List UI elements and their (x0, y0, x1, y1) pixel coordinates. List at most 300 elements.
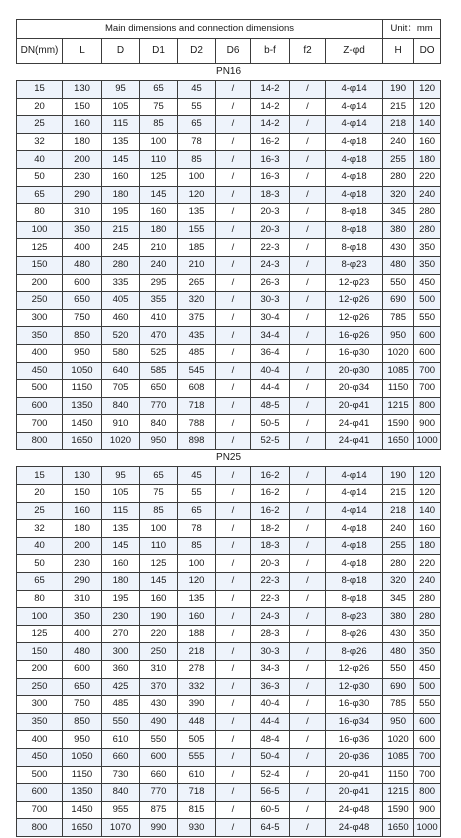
table-cell: 1150 (383, 380, 414, 398)
table-cell: 480 (63, 643, 102, 661)
table-cell: / (216, 98, 251, 116)
table-row (17, 415, 441, 433)
table-cell: 4-φ14 (326, 81, 383, 99)
table-cell: / (290, 327, 326, 345)
table-cell: / (290, 766, 326, 784)
table-cell: 950 (383, 327, 414, 345)
table-cell: 875 (140, 801, 178, 819)
table-cell: 16-2 (251, 485, 290, 503)
table-cell: 220 (414, 168, 441, 186)
table-row (17, 81, 441, 99)
table-cell: / (216, 608, 251, 626)
table-cell: 65 (178, 502, 216, 520)
table-cell: 160 (178, 608, 216, 626)
table-cell: 4-φ14 (326, 116, 383, 134)
table-cell: 20-3 (251, 204, 290, 222)
table-cell: 120 (414, 467, 441, 485)
table-cell: 600 (140, 748, 178, 766)
table-cell: 24-3 (251, 608, 290, 626)
table-cell: 26-3 (251, 274, 290, 292)
table-cell: 1020 (383, 344, 414, 362)
table-cell: 60-5 (251, 801, 290, 819)
table-cell: 85 (178, 537, 216, 555)
table-cell: 450 (414, 274, 441, 292)
table-cell: / (216, 274, 251, 292)
table-cell: 45 (178, 81, 216, 99)
table-cell: 120 (178, 573, 216, 591)
table-cell: 200 (63, 151, 102, 169)
table-cell: 290 (63, 186, 102, 204)
table-cell: 195 (102, 590, 140, 608)
table-cell: 180 (63, 133, 102, 151)
table-cell: 450 (414, 661, 441, 679)
table-cell: 18-3 (251, 537, 290, 555)
table-cell: 450 (17, 362, 63, 380)
table-cell: 480 (383, 256, 414, 274)
table-cell: 100 (140, 133, 178, 151)
table-cell: 78 (178, 133, 216, 151)
table-cell: 290 (63, 573, 102, 591)
table-cell: 65 (17, 186, 63, 204)
table-row (17, 520, 441, 538)
table-row (17, 432, 441, 450)
table-cell: 150 (63, 98, 102, 116)
dimensions-sheet (16, 19, 440, 837)
table-cell: / (216, 766, 251, 784)
table-cell: 550 (102, 713, 140, 731)
table-cell: 550 (383, 661, 414, 679)
table-cell: / (216, 573, 251, 591)
table-cell: 130 (63, 81, 102, 99)
table-cell: 1650 (63, 432, 102, 450)
table-cell: 1350 (63, 784, 102, 802)
table-cell: 480 (383, 643, 414, 661)
table-cell: 785 (383, 309, 414, 327)
table-cell: / (216, 485, 251, 503)
table-cell: 14-2 (251, 116, 290, 134)
table-cell: 45 (178, 467, 216, 485)
table-cell: 350 (414, 256, 441, 274)
table-cell: 405 (102, 292, 140, 310)
table-row (17, 608, 441, 626)
table-cell: 448 (178, 713, 216, 731)
table-cell: 1650 (63, 819, 102, 837)
table-cell: 1000 (414, 819, 441, 837)
table-cell: 900 (414, 801, 441, 819)
table-cell: 24-φ48 (326, 819, 383, 837)
table-cell: 180 (63, 520, 102, 538)
table-cell: 20-φ41 (326, 397, 383, 415)
table-cell: 200 (63, 537, 102, 555)
dimensions-table (16, 19, 441, 837)
table-cell: 345 (383, 204, 414, 222)
table-cell: / (290, 537, 326, 555)
table-cell: 280 (383, 168, 414, 186)
table-cell: 815 (178, 801, 216, 819)
table-cell: 1650 (383, 432, 414, 450)
section-label: PN25 (17, 450, 441, 467)
table-cell: 50-4 (251, 748, 290, 766)
column-header-row (17, 39, 441, 64)
table-cell: 355 (140, 292, 178, 310)
table-cell: 155 (178, 221, 216, 239)
table-row (17, 362, 441, 380)
table-row (17, 661, 441, 679)
table-row (17, 678, 441, 696)
table-cell: / (290, 362, 326, 380)
table-cell: 610 (178, 766, 216, 784)
column-header: D6 (216, 39, 251, 64)
table-row (17, 133, 441, 151)
table-cell: 55 (178, 98, 216, 116)
table-cell: 700 (414, 748, 441, 766)
table-cell: / (290, 625, 326, 643)
column-header: DO (414, 39, 441, 64)
table-cell: 610 (102, 731, 140, 749)
table-cell: 8-φ18 (326, 239, 383, 257)
table-cell: 410 (140, 309, 178, 327)
table-cell: 215 (383, 485, 414, 503)
section-header-row (17, 64, 441, 81)
table-cell: 520 (102, 327, 140, 345)
table-row (17, 537, 441, 555)
table-cell: 580 (102, 344, 140, 362)
table-cell: 990 (140, 819, 178, 837)
table-cell: 550 (140, 731, 178, 749)
table-cell: 218 (383, 502, 414, 520)
table-cell: 85 (178, 151, 216, 169)
table-cell: 120 (414, 485, 441, 503)
table-cell: / (290, 98, 326, 116)
table-cell: 788 (178, 415, 216, 433)
table-cell: 195 (102, 204, 140, 222)
table-row (17, 784, 441, 802)
table-cell: 30-3 (251, 643, 290, 661)
table-cell: 500 (414, 292, 441, 310)
table-cell: 400 (63, 239, 102, 257)
table-cell: 12-φ26 (326, 292, 383, 310)
table-cell: 180 (414, 151, 441, 169)
table-cell: / (216, 221, 251, 239)
table-cell: 135 (178, 204, 216, 222)
table-cell: 1450 (63, 801, 102, 819)
column-header: L (63, 39, 102, 64)
table-cell: 12-φ26 (326, 309, 383, 327)
table-cell: 730 (102, 766, 140, 784)
table-cell: / (216, 643, 251, 661)
table-cell: / (216, 292, 251, 310)
table-cell: / (290, 608, 326, 626)
table-cell: 280 (414, 221, 441, 239)
table-cell: 78 (178, 520, 216, 538)
table-cell: / (216, 696, 251, 714)
table-cell: 150 (17, 643, 63, 661)
table-cell: 65 (178, 116, 216, 134)
table-cell: 1050 (63, 748, 102, 766)
table-cell: 360 (102, 661, 140, 679)
table-cell: 255 (383, 151, 414, 169)
table-body (17, 64, 441, 837)
table-cell: 770 (140, 784, 178, 802)
table-cell: 135 (102, 520, 140, 538)
table-cell: / (290, 151, 326, 169)
table-cell: 800 (414, 397, 441, 415)
table-cell: / (290, 520, 326, 538)
table-cell: 898 (178, 432, 216, 450)
table-cell: 200 (17, 274, 63, 292)
table-cell: 250 (17, 292, 63, 310)
section-header-row (17, 450, 441, 467)
table-cell: 50 (17, 555, 63, 573)
table-cell: / (216, 151, 251, 169)
table-cell: / (216, 309, 251, 327)
table-cell: / (290, 784, 326, 802)
table-cell: 34-3 (251, 661, 290, 679)
table-cell: 32 (17, 520, 63, 538)
table-cell: 4-φ18 (326, 168, 383, 186)
column-header: H (383, 39, 414, 64)
table-cell: 800 (17, 819, 63, 837)
table-cell: 32 (17, 133, 63, 151)
table-cell: 18-3 (251, 186, 290, 204)
table-cell: 350 (17, 327, 63, 345)
table-cell: / (216, 380, 251, 398)
table-row (17, 239, 441, 257)
table-cell: 1450 (63, 415, 102, 433)
table-cell: 1215 (383, 397, 414, 415)
table-cell: 100 (17, 608, 63, 626)
table-cell: 20-3 (251, 555, 290, 573)
table-cell: 190 (383, 81, 414, 99)
table-cell: / (290, 344, 326, 362)
table-cell: 75 (140, 98, 178, 116)
table-cell: 1150 (63, 766, 102, 784)
table-cell: / (290, 678, 326, 696)
table-cell: 310 (63, 590, 102, 608)
table-cell: / (290, 116, 326, 134)
table-cell: 485 (102, 696, 140, 714)
table-cell: 718 (178, 397, 216, 415)
table-cell: 4-φ14 (326, 98, 383, 116)
table-cell: 100 (17, 221, 63, 239)
table-cell: 600 (414, 344, 441, 362)
table-cell: 4-φ18 (326, 555, 383, 573)
table-cell: 1020 (102, 432, 140, 450)
table-cell: 800 (17, 432, 63, 450)
table-cell: 700 (17, 801, 63, 819)
table-row (17, 221, 441, 239)
table-cell: 278 (178, 661, 216, 679)
table-cell: 12-φ26 (326, 661, 383, 679)
table-cell: 950 (140, 432, 178, 450)
table-cell: 840 (140, 415, 178, 433)
table-cell: 770 (140, 397, 178, 415)
table-cell: 345 (383, 590, 414, 608)
table-cell: 425 (102, 678, 140, 696)
table-cell: 15 (17, 467, 63, 485)
table-cell: 125 (17, 625, 63, 643)
table-cell: 280 (414, 590, 441, 608)
table-row (17, 590, 441, 608)
table-cell: 332 (178, 678, 216, 696)
table-cell: 350 (63, 608, 102, 626)
table-cell: / (216, 344, 251, 362)
table-cell: / (290, 186, 326, 204)
column-header: D (102, 39, 140, 64)
table-cell: 265 (178, 274, 216, 292)
table-cell: 950 (383, 713, 414, 731)
table-cell: 650 (63, 678, 102, 696)
table-cell: 700 (414, 380, 441, 398)
table-cell: 4-φ14 (326, 502, 383, 520)
table-cell: 850 (63, 327, 102, 345)
table-cell: 500 (17, 380, 63, 398)
table-cell: / (290, 555, 326, 573)
table-cell: 145 (102, 537, 140, 555)
table-cell: 16-2 (251, 467, 290, 485)
table-cell: 56-5 (251, 784, 290, 802)
table-cell: 608 (178, 380, 216, 398)
table-cell: 218 (383, 116, 414, 134)
table-cell: 16-φ36 (326, 731, 383, 749)
table-cell: 16-φ26 (326, 327, 383, 345)
table-cell: 300 (102, 643, 140, 661)
table-cell: 40-4 (251, 696, 290, 714)
table-cell: 840 (102, 784, 140, 802)
table-cell: / (216, 731, 251, 749)
table-cell: / (216, 555, 251, 573)
table-cell: 34-4 (251, 327, 290, 345)
table-cell: / (290, 168, 326, 186)
table-cell: 44-4 (251, 380, 290, 398)
table-cell: / (216, 415, 251, 433)
table-cell: 1020 (383, 731, 414, 749)
table-cell: 320 (178, 292, 216, 310)
table-row (17, 98, 441, 116)
table-cell: 22-3 (251, 239, 290, 257)
table-cell: / (216, 678, 251, 696)
table-cell: 245 (102, 239, 140, 257)
table-row (17, 397, 441, 415)
column-header: D1 (140, 39, 178, 64)
table-cell: 335 (102, 274, 140, 292)
table-cell: 140 (414, 116, 441, 134)
section-label: PN16 (17, 64, 441, 81)
table-cell: 115 (102, 502, 140, 520)
column-header: b-f (251, 39, 290, 64)
table-cell: 280 (414, 204, 441, 222)
table-cell: 12-φ23 (326, 274, 383, 292)
table-cell: / (290, 661, 326, 679)
table-cell: 310 (140, 661, 178, 679)
table-cell: 180 (102, 186, 140, 204)
table-cell: 55 (178, 485, 216, 503)
table-cell: 690 (383, 292, 414, 310)
table-cell: 160 (102, 555, 140, 573)
table-cell: / (216, 81, 251, 99)
table-cell: 705 (102, 380, 140, 398)
table-cell: / (216, 819, 251, 837)
table-cell: / (290, 731, 326, 749)
table-cell: / (216, 204, 251, 222)
table-cell: / (216, 397, 251, 415)
table-cell: 600 (17, 784, 63, 802)
table-cell: 110 (140, 537, 178, 555)
table-cell: 16-2 (251, 502, 290, 520)
table-cell: 600 (414, 731, 441, 749)
table-cell: / (290, 397, 326, 415)
table-cell: 25 (17, 116, 63, 134)
table-cell: / (290, 256, 326, 274)
table-cell: / (216, 801, 251, 819)
table-cell: 600 (414, 327, 441, 345)
table-cell: / (290, 573, 326, 591)
table-cell: / (216, 520, 251, 538)
table-cell: 380 (383, 221, 414, 239)
table-cell: 140 (414, 502, 441, 520)
table-cell: / (216, 327, 251, 345)
table-cell: 400 (63, 625, 102, 643)
table-cell: 52-5 (251, 432, 290, 450)
table-cell: 1590 (383, 801, 414, 819)
table-cell: 218 (178, 643, 216, 661)
table-cell: 220 (140, 625, 178, 643)
table-cell: 640 (102, 362, 140, 380)
table-cell: 400 (17, 344, 63, 362)
table-cell: 210 (178, 256, 216, 274)
table-cell: / (216, 116, 251, 134)
table-cell: 65 (140, 81, 178, 99)
table-cell: 240 (414, 573, 441, 591)
table-row (17, 327, 441, 345)
table-cell: 105 (102, 485, 140, 503)
table-cell: 80 (17, 590, 63, 608)
table-cell: 350 (414, 239, 441, 257)
table-cell: 550 (383, 274, 414, 292)
table-row (17, 713, 441, 731)
table-cell: 20-φ34 (326, 380, 383, 398)
table-cell: 950 (63, 344, 102, 362)
table-cell: 240 (383, 133, 414, 151)
table-cell: / (216, 713, 251, 731)
table-cell: / (216, 467, 251, 485)
table-cell: 1590 (383, 415, 414, 433)
table-cell: 4-φ18 (326, 186, 383, 204)
table-cell: 145 (140, 186, 178, 204)
table-cell: / (290, 221, 326, 239)
table-cell: 8-φ23 (326, 256, 383, 274)
table-cell: 550 (414, 696, 441, 714)
table-cell: 480 (63, 256, 102, 274)
table-row (17, 819, 441, 837)
table-cell: 435 (178, 327, 216, 345)
table-cell: / (216, 256, 251, 274)
table-cell: 80 (17, 204, 63, 222)
table-cell: 500 (414, 678, 441, 696)
table-cell: 125 (140, 555, 178, 573)
table-cell: 16-3 (251, 151, 290, 169)
table-cell: 22-3 (251, 590, 290, 608)
table-cell: 950 (63, 731, 102, 749)
table-cell: 250 (140, 643, 178, 661)
table-cell: 160 (102, 168, 140, 186)
table-cell: 1085 (383, 748, 414, 766)
table-cell: 190 (383, 467, 414, 485)
table-cell: 550 (414, 309, 441, 327)
table-cell: 300 (17, 696, 63, 714)
table-cell: 800 (414, 784, 441, 802)
table-cell: 160 (414, 520, 441, 538)
